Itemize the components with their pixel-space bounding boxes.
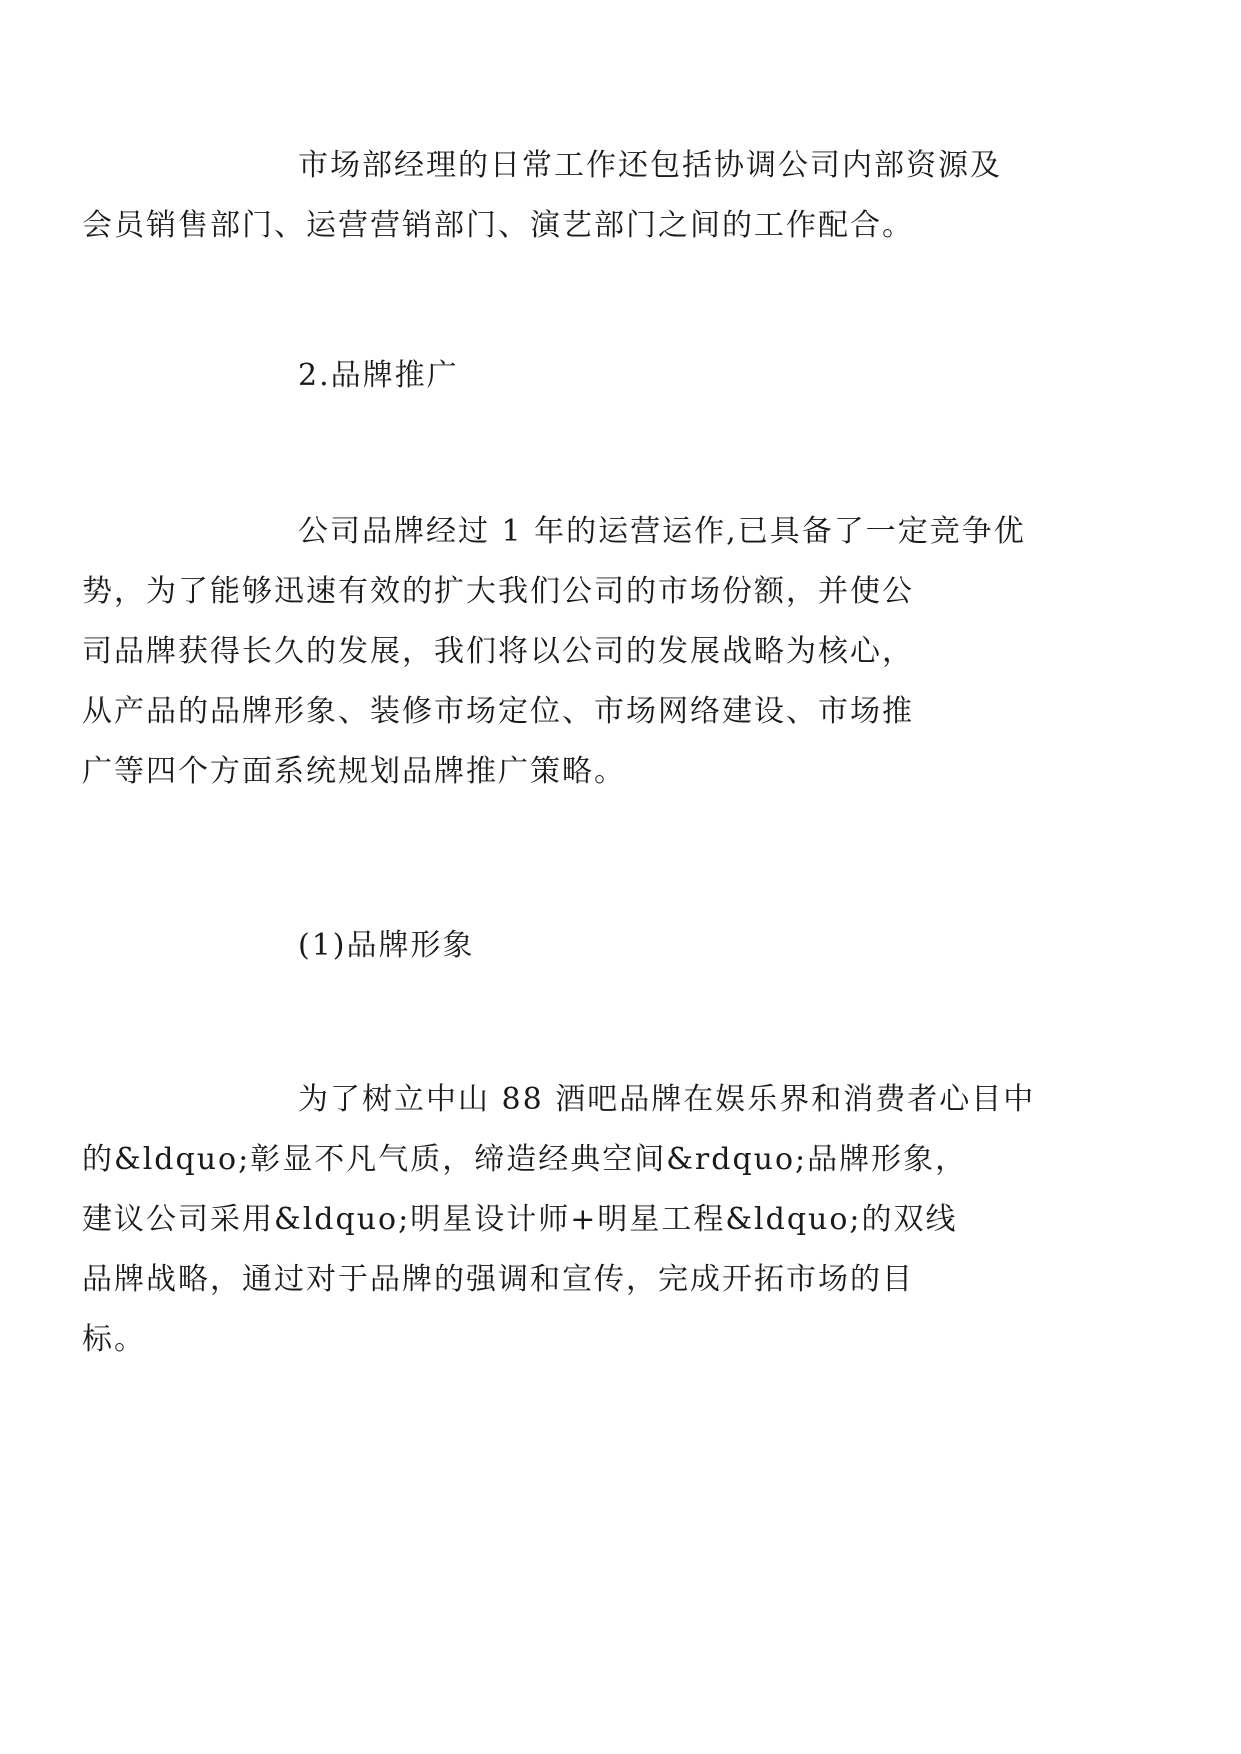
paragraph-coordination: [82, 136, 1070, 256]
paragraph-line: 公司品牌经过 1 年的运营运作,已具备了一定竞争优: [298, 514, 1026, 549]
section-heading-brand-image: (1)品牌形象: [298, 928, 475, 963]
paragraph-line: 势，为了能够迅速有效的扩大我们公司的市场份额，并使公: [82, 574, 914, 609]
paragraph-line: 从产品的品牌形象、装修市场定位、市场网络建设、市场推: [82, 694, 914, 729]
paragraph-line: 建议公司采用&ldquo;明星设计师+明星工程&ldquo;的双线: [82, 1202, 958, 1237]
paragraph-brand-image: [82, 1070, 1070, 1370]
paragraph-line: 司品牌获得长久的发展，我们将以公司的发展战略为核心，: [82, 634, 914, 669]
paragraph-line: 品牌战略，通过对于品牌的强调和宣传，完成开拓市场的目: [82, 1262, 914, 1297]
paragraph-line: 会员销售部门、运营营销部门、演艺部门之间的工作配合。: [82, 208, 914, 243]
section-heading-brand-promotion: 2.品牌推广: [298, 358, 459, 393]
paragraph-line: 广等四个方面系统规划品牌推广策略。: [82, 754, 626, 789]
paragraph-brand-promotion: [82, 502, 1070, 802]
paragraph-line: 市场部经理的日常工作还包括协调公司内部资源及: [298, 148, 1002, 183]
paragraph-line: 的&ldquo;彰显不凡气质，缔造经典空间&rdquo;品牌形象，: [82, 1142, 968, 1177]
paragraph-line: 标。: [82, 1322, 146, 1357]
paragraph-line: 为了树立中山 88 酒吧品牌在娱乐界和消费者心目中: [298, 1082, 1036, 1117]
